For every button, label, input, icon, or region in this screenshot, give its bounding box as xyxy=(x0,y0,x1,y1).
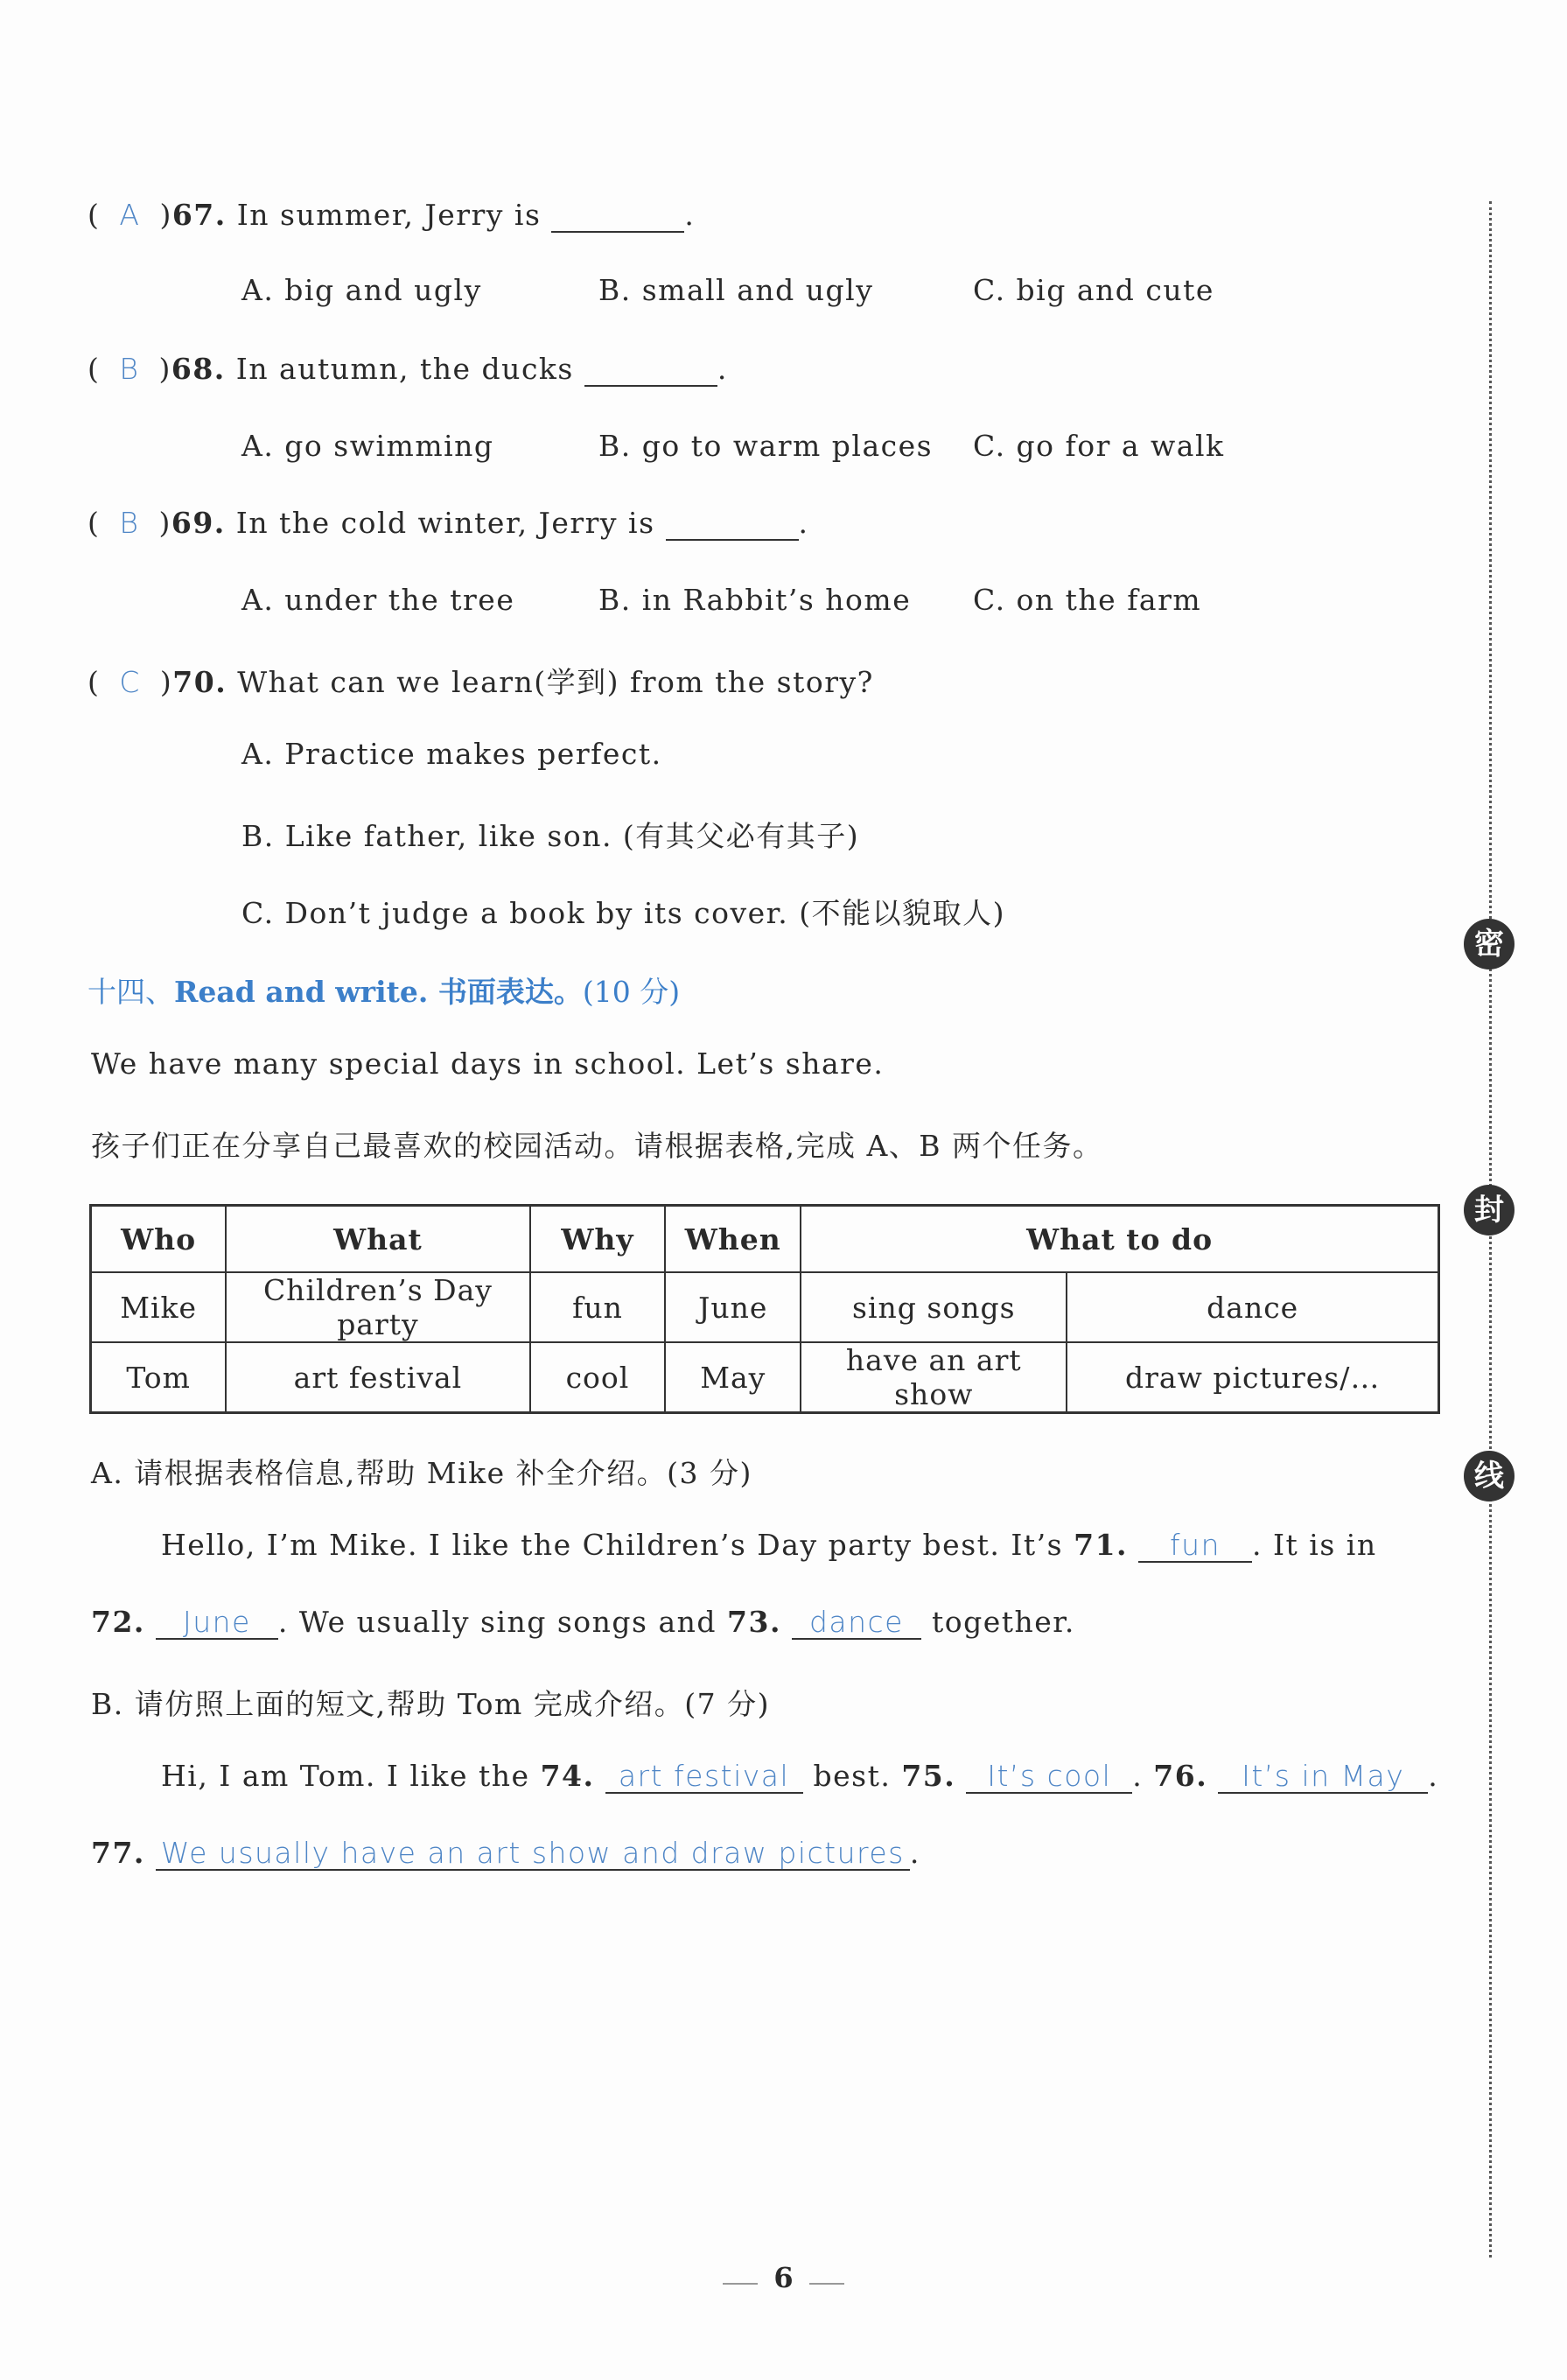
paren-open: ( xyxy=(87,506,101,540)
table-cell: sing songs xyxy=(801,1272,1067,1342)
answer-69: B xyxy=(119,506,140,540)
answer-75: It’s cool xyxy=(966,1760,1132,1794)
header-who: Who xyxy=(91,1206,227,1273)
paren-open: ( xyxy=(87,198,101,232)
answer-68: B xyxy=(119,352,140,386)
table-cell: June xyxy=(665,1272,801,1342)
text: . It is in xyxy=(1252,1528,1377,1562)
page-footer xyxy=(0,2261,1567,2294)
question-68 xyxy=(87,352,728,387)
paren-close: ) xyxy=(158,352,171,386)
info-table xyxy=(89,1204,1440,1414)
section-points: (10 分) xyxy=(582,975,681,1009)
table-cell: Tom xyxy=(91,1342,227,1413)
table-cell: draw pictures/… xyxy=(1067,1342,1438,1413)
question-stem: In the cold winter, Jerry is xyxy=(235,506,655,540)
option-c: C. Don’t judge a book by its cover. (不能以貌取人) xyxy=(241,896,1006,930)
section-prefix: 十四、 xyxy=(87,975,174,1009)
section-heading xyxy=(87,970,680,1011)
text: . We usually sing songs and xyxy=(277,1605,717,1639)
question-number: 68. xyxy=(171,352,226,386)
text: Hello, I’m Mike. I like the Children’s Day party best. It’s xyxy=(161,1528,1064,1562)
section-title-en: Read and write. xyxy=(174,975,429,1009)
text: Hi, I am Tom. I like the xyxy=(161,1759,530,1793)
seal-feng: 封 xyxy=(1464,1185,1515,1236)
question-number: 70. xyxy=(172,665,227,699)
answer-blank xyxy=(666,508,799,541)
header-what-to-do: What to do xyxy=(801,1206,1438,1273)
question-number: 69. xyxy=(171,506,226,540)
footer-dash xyxy=(723,2283,758,2285)
option-c: C. on the farm xyxy=(973,583,1202,617)
table-cell: dance xyxy=(1067,1272,1438,1342)
option-c: C. big and cute xyxy=(973,273,1214,307)
answer-67: A xyxy=(119,198,141,232)
blank-number: 75. xyxy=(901,1759,956,1793)
answer-blank xyxy=(551,200,684,233)
table-cell: cool xyxy=(530,1342,666,1413)
part-b-instruction: B. 请仿照上面的短文,帮助 Tom 完成介绍。(7 分) xyxy=(91,1687,771,1721)
header-when: When xyxy=(665,1206,801,1273)
answer-73: dance xyxy=(792,1606,921,1640)
part-a-line1 xyxy=(161,1528,1377,1563)
question-70 xyxy=(87,660,874,701)
table-header-row xyxy=(91,1206,1439,1273)
paren-close: ) xyxy=(158,506,171,540)
seal-xian: 线 xyxy=(1464,1451,1515,1502)
table-cell: Children’s Day party xyxy=(226,1272,529,1342)
option-a: A. go swimming xyxy=(241,429,494,463)
question-end: . xyxy=(798,506,809,540)
blank-number: 72. xyxy=(91,1605,145,1639)
part-b-line2 xyxy=(91,1836,920,1871)
option-b: B. Like father, like son. (有其父必有其子) xyxy=(241,819,860,853)
page-number: 6 xyxy=(773,2261,794,2294)
blank-number: 73. xyxy=(727,1605,781,1639)
blank-number: 76. xyxy=(1153,1759,1208,1793)
option-c: C. go for a walk xyxy=(973,429,1225,463)
question-stem: What can we learn(学到) from the story? xyxy=(237,665,874,699)
header-why: Why xyxy=(530,1206,666,1273)
section-title-cn: 书面表达。 xyxy=(428,975,583,1009)
answer-71: fun xyxy=(1138,1530,1252,1563)
table-row xyxy=(91,1342,1439,1413)
text: together. xyxy=(931,1605,1075,1639)
question-number: 67. xyxy=(171,198,227,232)
question-stem: In autumn, the ducks xyxy=(235,352,574,386)
text: . xyxy=(909,1836,920,1870)
part-a-instruction: A. 请根据表格信息,帮助 Mike 补全介绍。(3 分) xyxy=(91,1456,752,1490)
answer-70: C xyxy=(119,665,141,699)
answer-blank xyxy=(584,354,717,387)
text: . xyxy=(1428,1759,1439,1793)
answer-74: art festival xyxy=(605,1760,803,1794)
answer-76: It’s in May xyxy=(1218,1760,1428,1794)
blank-number: 71. xyxy=(1074,1528,1129,1562)
option-b: B. in Rabbit’s home xyxy=(598,583,912,617)
option-a: A. under the tree xyxy=(241,583,515,617)
table-row xyxy=(91,1272,1439,1342)
option-b: B. small and ugly xyxy=(598,273,874,307)
table-cell: Mike xyxy=(91,1272,227,1342)
blank-number: 77. xyxy=(91,1836,145,1870)
option-a: A. big and ugly xyxy=(241,273,482,307)
question-end: . xyxy=(717,352,728,386)
table-cell: have an art show xyxy=(801,1342,1067,1413)
text: . xyxy=(1132,1759,1144,1793)
answer-77: We usually have an art show and draw pictures xyxy=(156,1838,910,1871)
section-intro-en: We have many special days in school. Let’s share. xyxy=(91,1046,885,1081)
paren-close: ) xyxy=(159,198,172,232)
option-b: B. go to warm places xyxy=(598,429,934,463)
paren-close: ) xyxy=(159,665,173,699)
text: best. xyxy=(813,1759,892,1793)
table-cell: May xyxy=(665,1342,801,1413)
question-stem: In summer, Jerry is xyxy=(236,198,542,232)
part-a-line2 xyxy=(91,1605,1075,1640)
paren-open: ( xyxy=(87,665,101,699)
paren-open: ( xyxy=(87,352,101,386)
question-end: . xyxy=(684,198,696,232)
header-what: What xyxy=(226,1206,529,1273)
section-intro-cn: 孩子们正在分享自己最喜欢的校园活动。请根据表格,完成 A、B 两个任务。 xyxy=(91,1129,1103,1163)
question-69 xyxy=(87,506,809,541)
answer-72: June xyxy=(156,1606,278,1640)
blank-number: 74. xyxy=(540,1759,595,1793)
option-a: A. Practice makes perfect. xyxy=(241,737,662,771)
table-cell: art festival xyxy=(226,1342,529,1413)
part-b-line1 xyxy=(161,1759,1438,1794)
table-cell: fun xyxy=(530,1272,666,1342)
seal-mi: 密 xyxy=(1464,919,1515,970)
question-67 xyxy=(87,198,695,233)
footer-dash xyxy=(809,2283,844,2285)
